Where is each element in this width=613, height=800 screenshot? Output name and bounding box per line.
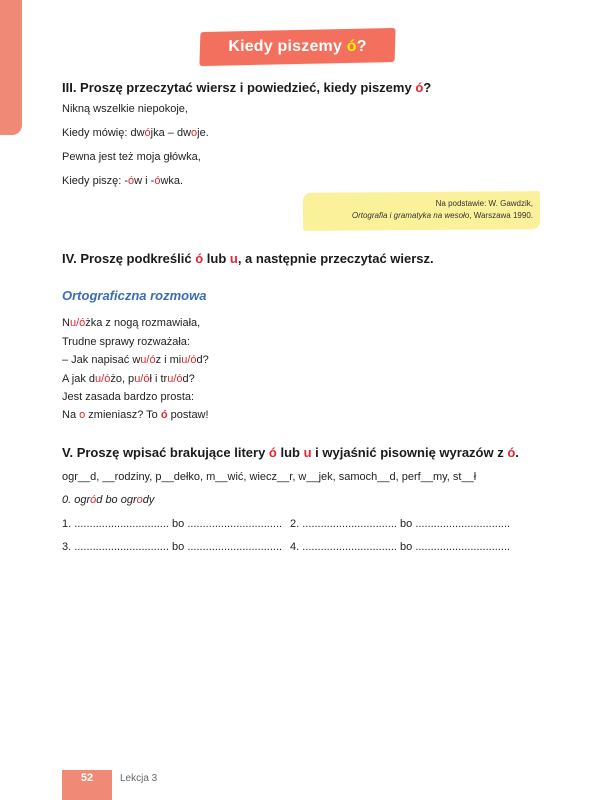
text: żka z nogą rozmawiała, xyxy=(85,317,201,329)
text: wka. xyxy=(160,175,184,187)
accent: u xyxy=(229,251,238,266)
text: Kiedy piszę: - xyxy=(62,175,129,187)
poem3-line-3: Pewna jest też moja główka, xyxy=(62,151,201,163)
choice: u/ó xyxy=(140,354,156,366)
section3-heading-suffix: ? xyxy=(423,80,432,95)
accent: ó xyxy=(268,445,277,460)
banner-prefix: Kiedy piszemy xyxy=(228,38,347,55)
banner-accent: ó xyxy=(346,38,357,55)
page-number: 52 xyxy=(80,772,94,784)
text: 0. ogr xyxy=(62,494,91,506)
banner-suffix: ? xyxy=(356,38,367,55)
accent: ó xyxy=(90,494,97,506)
poem4-line-1 xyxy=(62,317,200,329)
text: jka – dw xyxy=(150,127,192,139)
poem3-line-4 xyxy=(62,175,183,187)
accent: ó xyxy=(154,175,161,187)
accent: ó xyxy=(160,409,168,421)
section3-heading-accent: ó xyxy=(415,80,424,95)
poem3-line-2 xyxy=(62,127,209,139)
text: Kiedy mówię: dw xyxy=(62,127,145,139)
text: Na xyxy=(62,409,80,421)
text: d bo ogr xyxy=(96,494,137,506)
text: lub xyxy=(276,445,304,460)
text: IV. Proszę podkreślić xyxy=(62,251,196,266)
poem4-line-2: Trudne sprawy rozważała: xyxy=(62,336,190,348)
text: zmieniasz? To xyxy=(85,409,161,421)
choice: u/ó xyxy=(181,354,197,366)
poem4-line-3 xyxy=(62,354,209,366)
words-to-fill[interactable]: ogr__d, __rodziny, p__dełko, m__wić, wiecz__r, w__jek, samoch__d, perf__my, st__ł xyxy=(62,471,477,483)
source-citation xyxy=(303,198,533,222)
text: d? xyxy=(182,373,195,385)
text: , a następnie przeczytać wiersz. xyxy=(237,251,434,266)
answer-line-1[interactable]: 1. ............................... bo ............................... xyxy=(62,518,283,530)
text: je. xyxy=(197,127,209,139)
poem3-line-1: Nikną wszelkie niepokoje, xyxy=(62,103,188,115)
text: ł i tr xyxy=(149,373,168,385)
accent: ó xyxy=(507,445,516,460)
poem4-line-5: Jest zasada bardzo prosta: xyxy=(62,391,195,403)
choice: u/ó xyxy=(95,373,111,385)
example-answer xyxy=(62,494,154,506)
lesson-label: Lekcja 3 xyxy=(120,773,158,784)
accent: ó xyxy=(195,251,204,266)
accent: u xyxy=(303,445,312,460)
section5-heading xyxy=(62,445,519,460)
accent: o xyxy=(191,127,198,139)
source-line-2 xyxy=(303,210,533,222)
text: lub xyxy=(203,251,230,266)
text: z i mi xyxy=(155,354,182,366)
text: i wyjaśnić pisownię wyrazów z xyxy=(311,445,508,460)
text: V. Proszę wpisać brakujące litery xyxy=(62,445,269,460)
section3-heading-text: III. Proszę przeczytać wiersz i powiedzieć, kiedy piszemy xyxy=(62,80,416,95)
section3-heading xyxy=(62,80,431,95)
text: żo, p xyxy=(110,373,135,385)
accent: ó xyxy=(144,127,151,139)
poem4-line-6 xyxy=(62,409,209,421)
source-rest: , Warszawa 1990. xyxy=(469,211,533,220)
accent: o xyxy=(136,494,143,506)
text: w i - xyxy=(134,175,155,187)
accent: o xyxy=(79,409,86,421)
source-line-1: Na podstawie: W. Gawdzik, xyxy=(435,199,533,208)
text: . xyxy=(515,445,519,460)
text: N xyxy=(62,317,70,329)
text: dy xyxy=(142,494,155,506)
answer-line-4[interactable]: 4. ............................... bo ............................... xyxy=(290,541,511,553)
text: d? xyxy=(196,354,209,366)
answer-line-3[interactable]: 3. ............................... bo ............................... xyxy=(62,541,283,553)
text: postaw! xyxy=(167,409,209,421)
accent: ó xyxy=(128,175,135,187)
poem4-line-4 xyxy=(62,373,195,385)
banner-title xyxy=(200,32,395,62)
source-title: Ortografia i gramatyka na wesoło xyxy=(351,211,470,220)
chapter-tab xyxy=(0,0,22,135)
choice: u/ó xyxy=(69,317,86,329)
section4-heading xyxy=(62,251,434,266)
choice: u/ó xyxy=(134,373,150,385)
text: A jak d xyxy=(62,373,96,385)
choice: u/ó xyxy=(167,373,183,385)
text: – Jak napisać w xyxy=(62,354,141,366)
poem-title: Ortograficzna rozmowa xyxy=(62,288,207,303)
answer-line-2[interactable]: 2. ............................... bo ............................... xyxy=(290,518,511,530)
